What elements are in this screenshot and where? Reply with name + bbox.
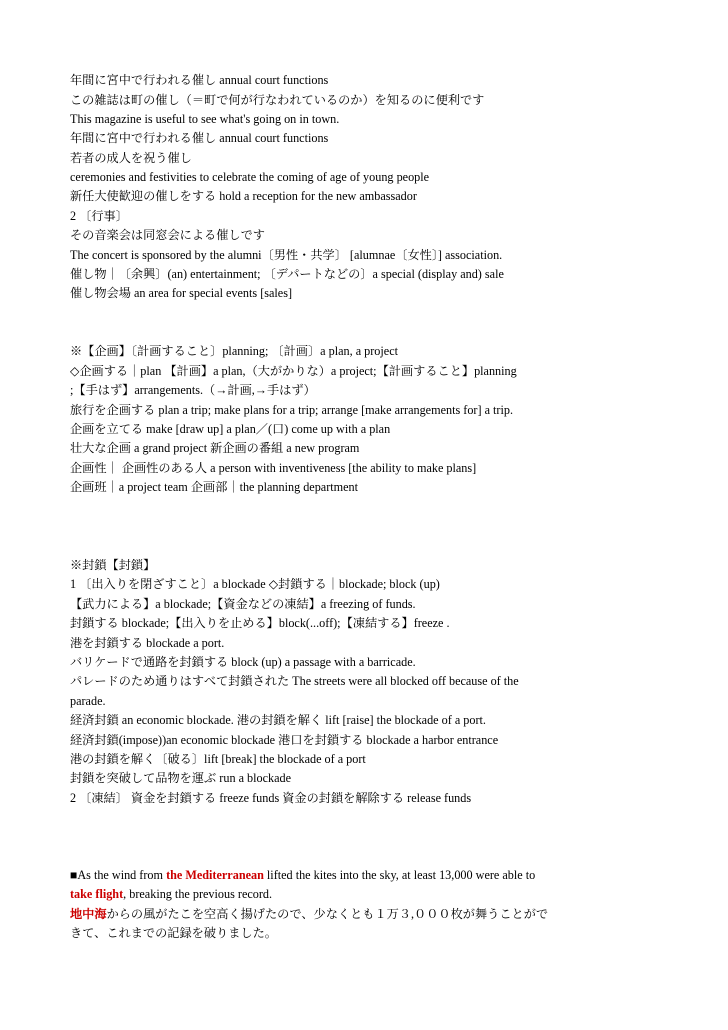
highlight-chichuukai: 地中海 [70,907,107,921]
text-line: 封鎖を突破して品物を運ぶ run a blockade [70,771,292,785]
text-line: バリケードで通路を封鎖する block (up) a passage with a barricade. [70,655,416,669]
text-line: 新任大使歓迎の催しをする hold a reception for the new ambassador [70,189,417,203]
highlight-mediterranean: the Mediterranean [166,868,264,882]
text-line: 企画班｜a project team 企画部｜the planning department [70,480,359,494]
text-line: 2 〔凍結〕 資金を封鎖する freeze funds 資金の封鎖を解除する release funds [70,791,472,805]
text-line: その音楽会は同窓会による催しです [70,228,265,242]
text-line: 壮大な企画 a grand project 新企画の番組 a new program [70,441,360,455]
text-line: パレードのため通りはすべて封鎖された The streets were all blocked off because of the [70,674,519,688]
text-line: This magazine is useful to see what's going on in town. [70,112,340,126]
text-line: 企画性｜ 企画性のある人 a person with inventiveness [the ability to make plans] [70,461,477,475]
text-line: 1 〔出入りを閉ざすこと〕a blockade ◇封鎖する｜blockade; block (up) [70,577,440,591]
text-line: 旅行を企画する plan a trip; make plans for a trip; arrange [make arrangements for] a trip. [70,403,513,417]
example-japanese-line1 [70,905,688,923]
example-prefix: ■As the wind from [70,868,167,882]
example-english-line2 [70,885,688,903]
example-middle: lifted the kites into the sky, at least 13,000 were able to [263,868,536,882]
text-line: 企画を立てる make [draw up] a plan／(口) come up with a plan [70,422,391,436]
example-suffix: , breaking the previous record. [123,887,273,901]
text-line: 年間に宮中で行われる催し annual court functions [70,131,329,145]
text-line: 経済封鎖 an economic blockade. 港の封鎖を解く lift [raise] the blockade of a port. [70,713,486,727]
text-line: 催し物｜〔余興〕(an) entertainment; 〔デパートなどの〕a special (display and) sale [70,267,504,281]
text-line: ※【企画】〔計画すること〕planning; 〔計画〕a plan, a project [70,344,398,358]
text-line: 若者の成人を祝う催し [70,151,192,165]
text-line: parade. [70,694,106,708]
text-line: 【武力による】a blockade;【資金などの凍結】a freezing of funds. [70,597,416,611]
text-line: 封鎖する blockade;【出入りを止める】block(...off);【凍結する】freeze . [70,616,450,630]
text-line: The concert is sponsored by the alumni〔男性・共学〕 [alumnae〔女性〕] association. [70,248,503,262]
text-line: ;【手はず】arrangements.（→計画,→手はず） [70,383,316,397]
text-line: この雑誌は町の催し（＝町で何が行なわれているのか）を知るのに便利です [70,93,485,107]
example-japanese-rest: からの風がたこを空高く揚げたので、少なくとも１万３,０００枚が舞うことがで [106,907,549,921]
example-japanese-line2: きて、これまでの記録を破りました。 [70,926,277,940]
text-line: 経済封鎖(impose))an economic blockade 港口を封鎖する blockade a harbor entrance [70,733,499,747]
text-line: ◇企画する｜plan 【計画】a plan,（大がかりな）a project;【計画すること】planning [70,364,517,378]
text-line: 港を封鎖する blockade a port. [70,636,225,650]
example-english-line1 [70,866,688,884]
text-line: 港の封鎖を解く〔破る〕lift [break] the blockade of a port [70,752,366,766]
text-line: ceremonies and festivities to celebrate the coming of age of young people [70,170,430,184]
text-line: 催し物会場 an area for special events [sales] [70,286,292,300]
text-line: 年間に宮中で行われる催し annual court functions [70,73,329,87]
text-line: 2 〔行事〕 [70,209,128,223]
highlight-take-flight: take flight [70,887,124,901]
text-line: ※封鎖【封鎖】 [70,558,156,572]
